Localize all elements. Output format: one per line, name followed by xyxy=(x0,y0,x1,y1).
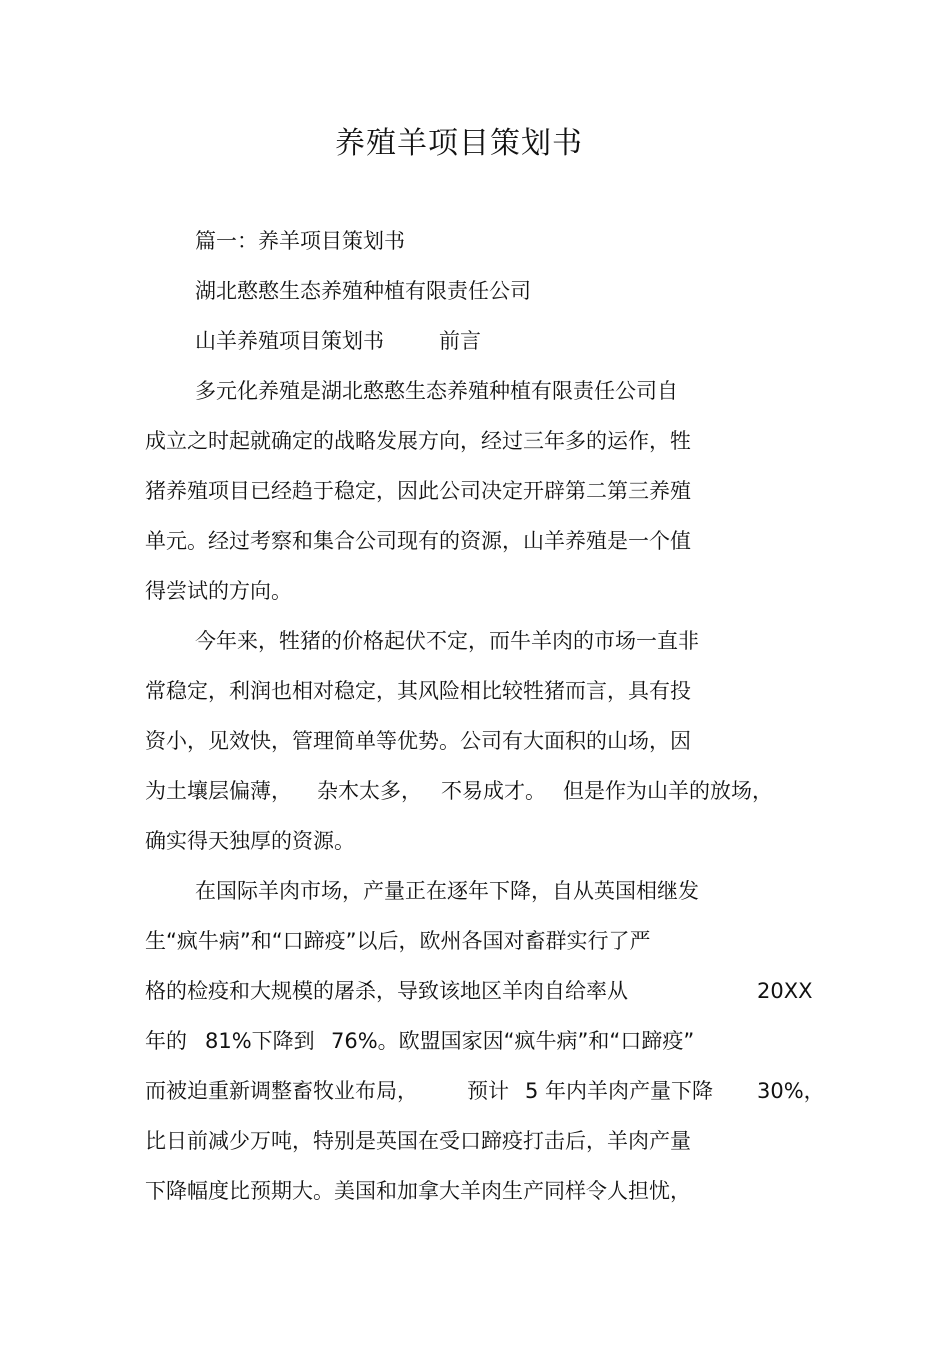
line-segment: 而被迫重新调整畜牧业布局， xyxy=(145,1079,418,1103)
project-subtitle: 山羊养殖项目策划书 xyxy=(195,329,384,353)
line-segment: 年的 xyxy=(145,1029,187,1053)
line-segment: 不易成才。 xyxy=(441,779,546,803)
percent-value: 30%， xyxy=(757,1079,825,1103)
paragraph-line: 确实得天独厚的资源。 xyxy=(145,829,355,853)
line-segment: 但是作为山羊的放场， xyxy=(563,779,773,803)
line-segment: 5 年内羊肉产量下降 xyxy=(525,1079,714,1103)
paragraph-line: 常稳定，利润也相对稳定，其风险相比较牲猪而言，具有投 xyxy=(145,679,691,703)
paragraph-line: 今年来，牲猪的价格起伏不定，而牛羊肉的市场一直非 xyxy=(195,629,699,653)
paragraph-line: 猪养殖项目已经趋于稳定，因此公司决定开辟第二第三养殖 xyxy=(145,479,691,503)
year-value: 20XX xyxy=(757,979,813,1003)
company-name: 湖北憨憨生态养殖种植有限责任公司 xyxy=(195,279,531,303)
paragraph-line: 成立之时起就确定的战略发展方向，经过三年多的运作，牲 xyxy=(145,429,691,453)
section-heading: 篇一：养羊项目策划书 xyxy=(195,229,405,253)
paragraph-line: 下降幅度比预期大。美国和加拿大羊肉生产同样令人担忧， xyxy=(145,1179,691,1203)
line-segment: 为土壤层偏薄， xyxy=(145,779,292,803)
paragraph-line: 资小，见效快，管理简单等优势。公司有大面积的山场，因 xyxy=(145,729,691,753)
line-segment: 格的检疫和大规模的屠杀，导致该地区羊肉自给率从 xyxy=(145,979,628,1003)
paragraph-line: 在国际羊肉市场，产量正在逐年下降，自从英国相继发 xyxy=(195,879,699,903)
paragraph-line: 多元化养殖是湖北憨憨生态养殖种植有限责任公司自 xyxy=(195,379,678,403)
line-segment: 预计 xyxy=(467,1079,509,1103)
paragraph-line: 单元。经过考察和集合公司现有的资源，山羊养殖是一个值 xyxy=(145,529,691,553)
document-title: 养殖羊项目策划书 xyxy=(335,126,583,161)
paragraph-line: 生“疯牛病”和“口蹄疫”以后，欧州各国对畜群实行了严 xyxy=(145,929,651,953)
paragraph-line: 得尝试的方向。 xyxy=(145,579,292,603)
line-segment: 杂木太多， xyxy=(317,779,422,803)
line-segment: 76%。欧盟国家因“疯牛病”和“口蹄疫” xyxy=(331,1029,695,1053)
preface-label: 前言 xyxy=(439,329,481,353)
line-segment: 81%下降到 xyxy=(205,1029,315,1053)
paragraph-line: 比日前减少万吨，特别是英国在受口蹄疫打击后，羊肉产量 xyxy=(145,1129,691,1153)
